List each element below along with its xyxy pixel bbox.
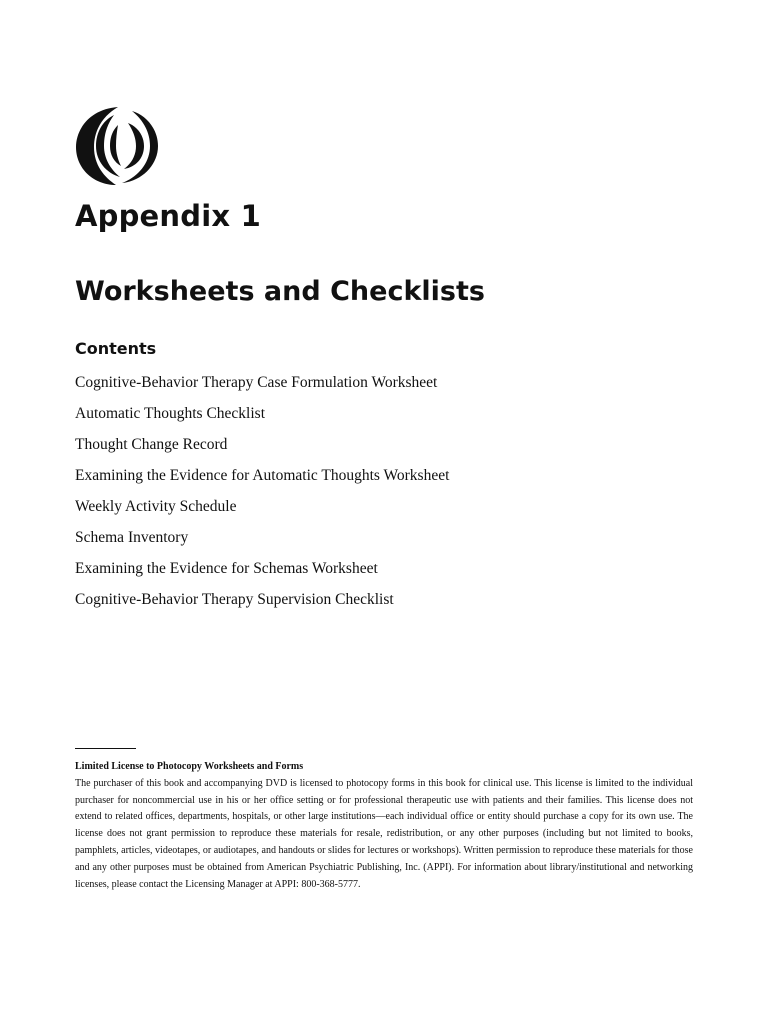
license-text: The purchaser of this book and accompanying DVD is licensed to photocopy forms in this book for clinical use. This license is limited to the individual purchaser for noncommercial use in his or her office setting or for professional therapeutic use with patients and their families. This license does not extend to related offices, departments, hospitals, or other large institutions—each individual office or entity should purchase a copy for its own use. The license does not grant permission to reproduce these materials for resale, redistribution, or any other purposes (including but not limited to books, pamphlets, articles, videotapes, or audiotapes, and handouts or slides for lectures or workshops). Written permission to reproduce these materials for those and any other purposes must be obtained from American Psychiatric Publishing, Inc. (APPI). For information about library/institutional and networking licenses, please contact the Licensing Manager at APPI: 800-368-5777. — [75, 777, 693, 890]
contents-item: Weekly Activity Schedule — [75, 498, 237, 515]
logo-inner-arc-left — [110, 125, 121, 166]
license-footnote — [75, 759, 693, 893]
contents-list — [75, 370, 449, 618]
contents-item: Examining the Evidence for Schemas Worksheet — [75, 560, 378, 577]
license-heading: Limited License to Photocopy Worksheets and Forms — [75, 761, 304, 772]
appendix-title: Appendix 1 — [75, 199, 261, 233]
contents-item: Cognitive-Behavior Therapy Supervision Checklist — [75, 591, 394, 608]
footnote-divider — [75, 748, 136, 749]
contents-heading: Contents — [75, 339, 157, 358]
concentric-arcs-logo-icon — [74, 103, 164, 187]
logo-inner-arc — [124, 123, 144, 169]
contents-item: Automatic Thoughts Checklist — [75, 405, 266, 422]
contents-item: Examining the Evidence for Automatic Thoughts Worksheet — [75, 467, 450, 484]
contents-item: Thought Change Record — [75, 436, 228, 453]
contents-item: Schema Inventory — [75, 529, 189, 546]
contents-item: Cognitive-Behavior Therapy Case Formulation Worksheet — [75, 374, 438, 391]
chapter-title: Worksheets and Checklists — [75, 276, 485, 307]
